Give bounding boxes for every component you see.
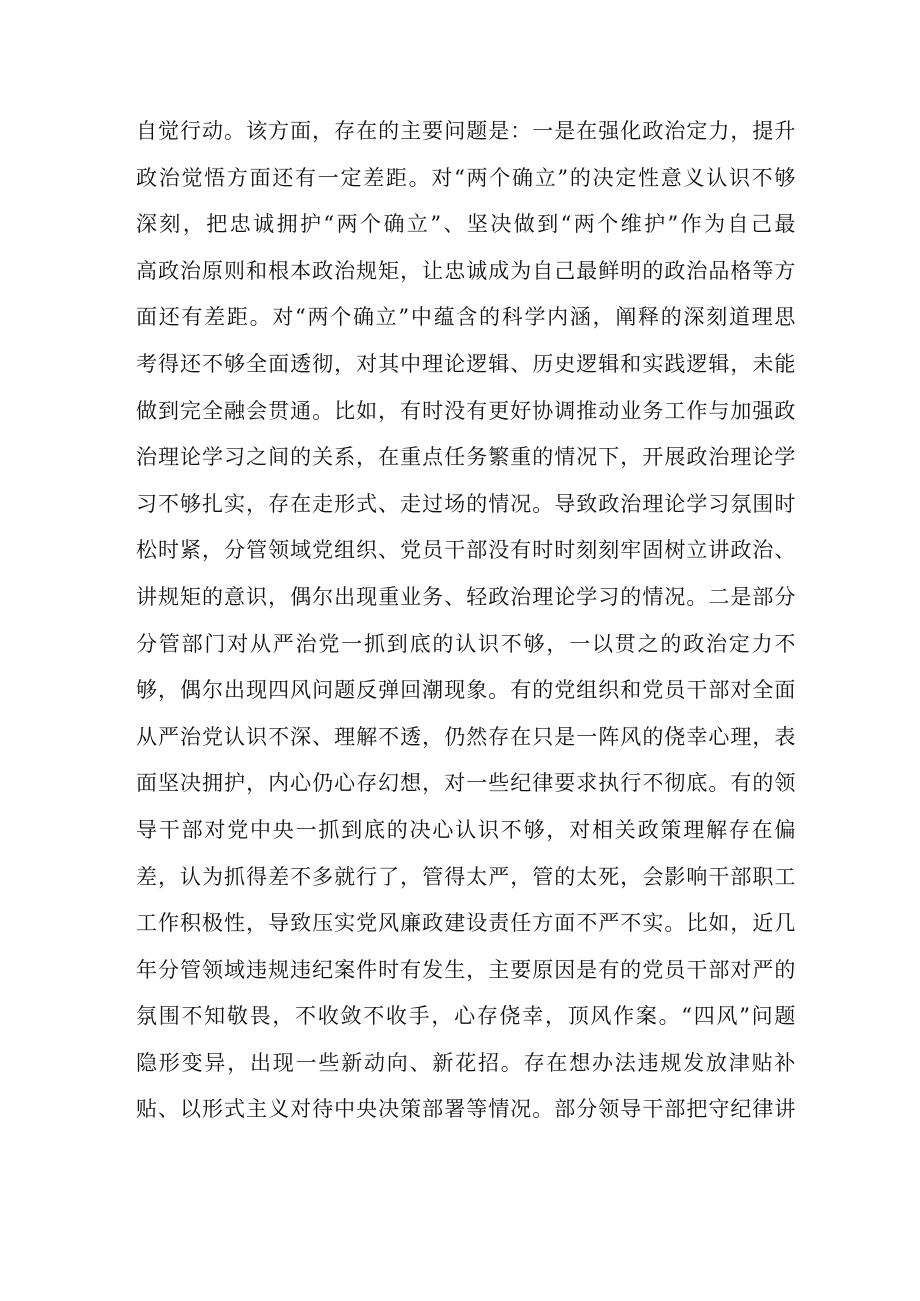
- text-line: 差，认为抓得差不多就行了，管得太严，管的太死，会影响干部职工: [136, 864, 796, 889]
- text-line: 氛围不知敬畏，不收敛不收手，心存侥幸，顶风作案。“四风”问题: [136, 1004, 796, 1029]
- text-line: 面坚决拥护，内心仍心存幻想，对一些纪律要求执行不彻底。有的领: [136, 771, 796, 796]
- text-line: 高政治原则和根本政治规矩，让忠诚成为自己最鲜明的政治品格等方: [136, 258, 796, 283]
- text-line: 贴、以形式主义对待中央决策部署等情况。部分领导干部把守纪律讲: [136, 1097, 796, 1122]
- text-line: 自觉行动。该方面，存在的主要问题是：一是在强化政治定力，提升: [136, 119, 796, 143]
- text-line: 导干部对党中央一抓到底的决心认识不够，对相关政策理解存在偏: [136, 817, 796, 842]
- text-line: 讲规矩的意识，偶尔出现重业务、轻政治理论学习的情况。二是部分: [136, 584, 796, 609]
- text-line: 年分管领域违规违纪案件时有发生，主要原因是有的党员干部对严的: [136, 957, 796, 982]
- text-line: 习不够扎实，存在走形式、走过场的情况。导致政治理论学习氛围时: [136, 491, 796, 516]
- text-line: 够，偶尔出现四风问题反弹回潮现象。有的党组织和党员干部对全面: [136, 678, 796, 703]
- text-line: 面还有差距。对“两个确立”中蕴含的科学内涵，阐释的深刻道理思: [136, 305, 796, 330]
- text-line: 治理论学习之间的关系，在重点任务繁重的情况下，开展政治理论学: [136, 445, 796, 470]
- text-line: 政治觉悟方面还有一定差距。对“两个确立”的决定性意义认识不够: [136, 165, 796, 190]
- text-line: 深刻，把忠诚拥护“两个确立”、坚决做到“两个维护”作为自己最: [136, 212, 796, 237]
- body-paragraph: [136, 108, 796, 1133]
- text-line: 工作积极性，导致压实党风廉政建设责任方面不严不实。比如，近几: [136, 911, 796, 936]
- text-line: 考得还不够全面透彻，对其中理论逻辑、历史逻辑和实践逻辑，未能: [136, 351, 796, 376]
- text-line: 做到完全融会贯通。比如，有时没有更好协调推动业务工作与加强政: [136, 398, 796, 423]
- text-line: 从严治党认识不深、理解不透，仍然存在只是一阵风的侥幸心理，表: [136, 724, 796, 749]
- text-line: 隐形变异，出现一些新动向、新花招。存在想办法违规发放津贴补: [136, 1050, 796, 1075]
- text-line: 分管部门对从严治党一抓到底的认识不够，一以贯之的政治定力不: [136, 631, 796, 656]
- text-line: 松时紧，分管领域党组织、党员干部没有时时刻刻牢固树立讲政治、: [136, 538, 796, 563]
